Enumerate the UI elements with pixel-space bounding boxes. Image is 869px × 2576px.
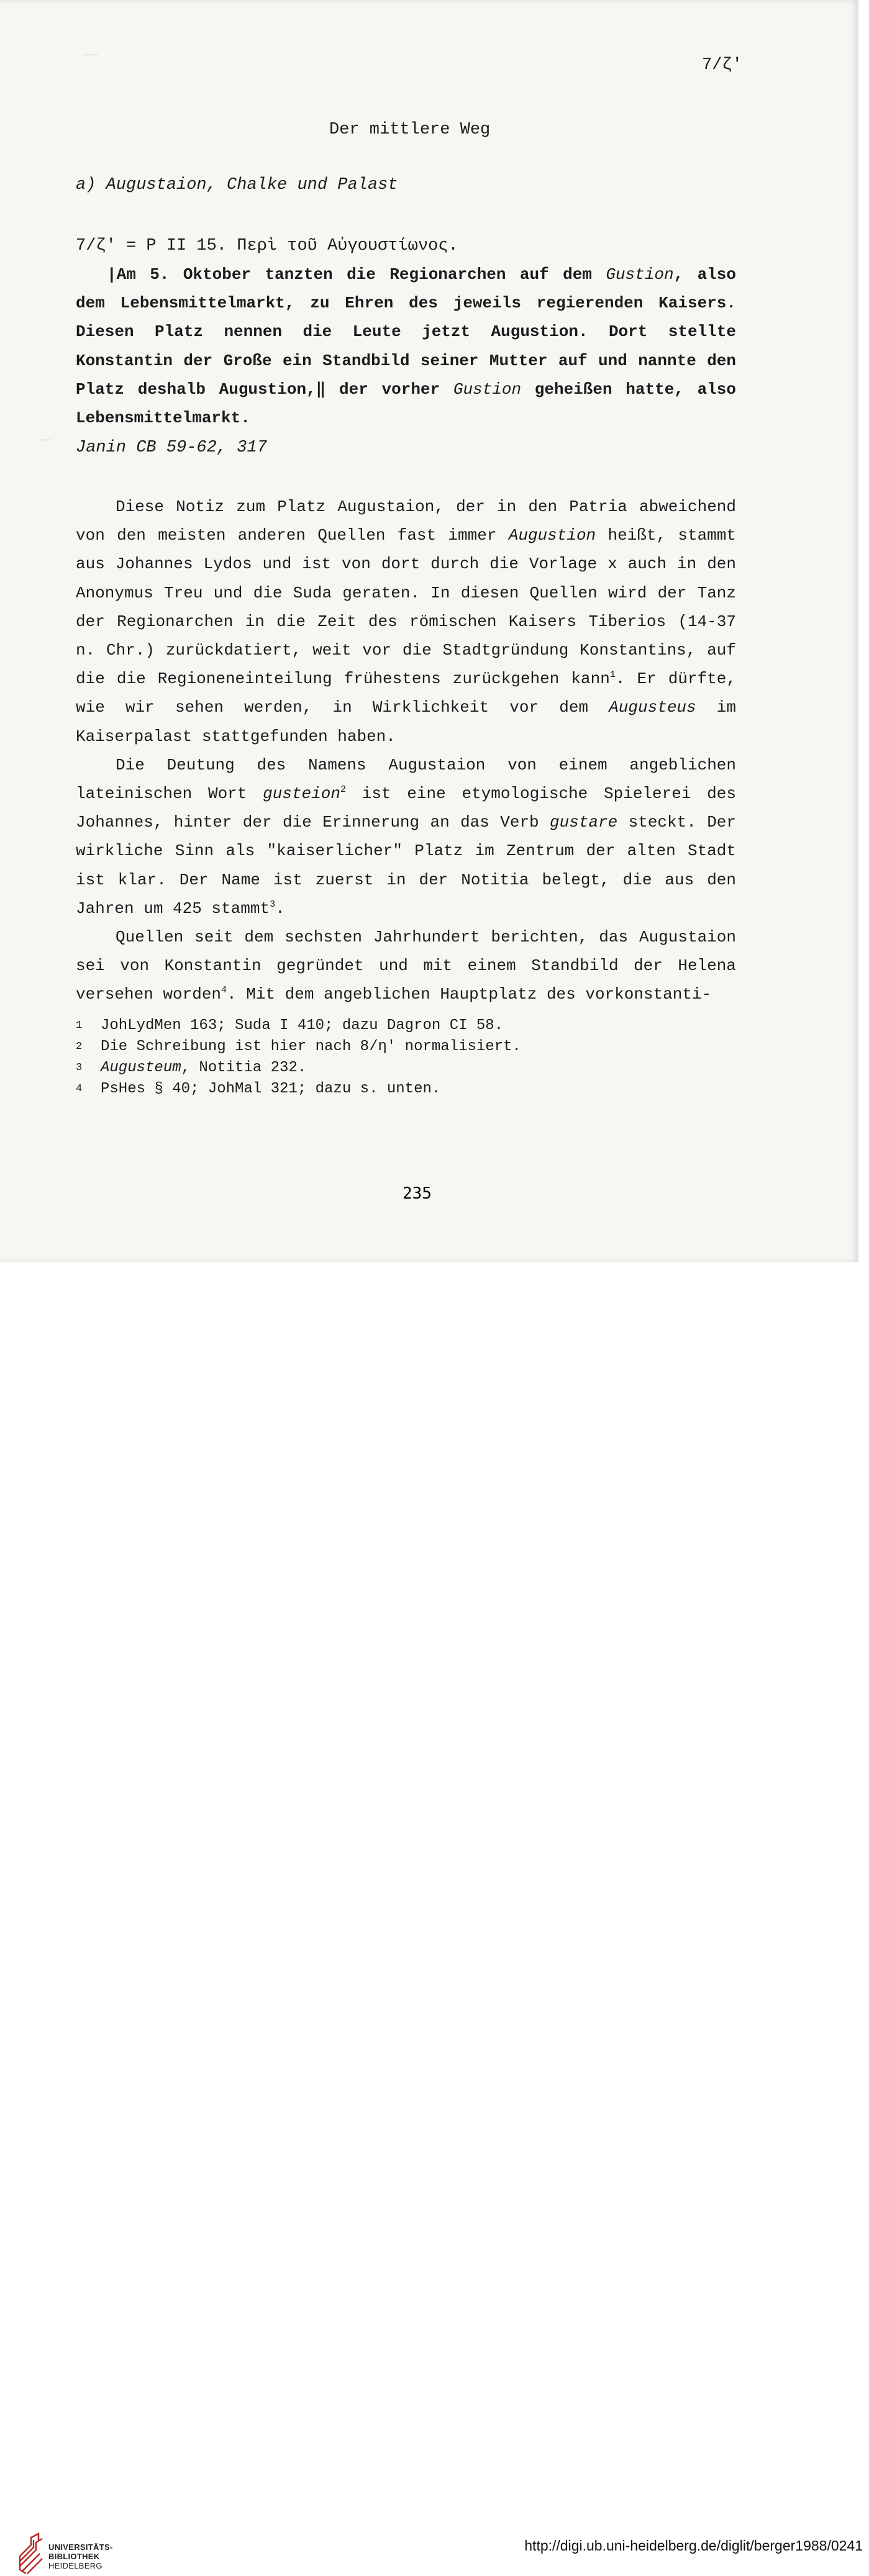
mid-marker: ‖	[316, 379, 326, 399]
page-number: 235	[403, 1184, 432, 1203]
library-name: UNIVERSITÄTS- BIBLIOTHEK HEIDELBERG	[48, 2542, 113, 2570]
commentary	[76, 492, 736, 1009]
library-logo-icon	[17, 2531, 45, 2576]
footnote: 2 Die Schreibung ist hier nach 8/η' normalisiert.	[76, 1038, 521, 1055]
footnote-ref: 3	[270, 899, 276, 910]
footnotes	[76, 1015, 521, 1100]
page-marker: 7/ζ'	[702, 56, 742, 75]
footnote-ref: 2	[340, 784, 346, 796]
footnote: 3 Augusteum, Notitia 232.	[76, 1059, 307, 1076]
footnote: 1 JohLydMen 163; Suda I 410; dazu Dagron CI 58.	[76, 1017, 504, 1034]
page-title: Der mittlere Weg	[329, 120, 491, 139]
citation: Janin CB 59-62, 317	[76, 438, 267, 457]
section-heading: a) Augustaion, Chalke und Palast	[76, 176, 398, 194]
source-reference: 7/ζ' = P II 15. Περὶ τοῦ Αὐγουστίωνος.	[76, 237, 458, 255]
commentary-paragraph: Die Deutung des Namens Augustaion von einem angeblichen lateinischen Wort gusteion$^2$ ist eine etymologische Spielerei des Johannes, hinter der die Erinnerung an das Verb gustare steckt. Der wirkliche Sinn als "kaiserlicher" Platz im Zentrum der alten Stadt ist klar. Der Name ist zuerst in der Notitia belegt, die aus den Jahren um 425 stammt$^3$.	[76, 755, 737, 918]
footer	[0, 1262, 869, 2570]
translation-paragraph: |Am 5. Oktober tanzten die Regionarchen auf dem Gustion, also dem Lebensmittelmarkt, zu Ehren des jeweils regierenden Kaisers. Diesen Platz nennen die Leute jetzt Augustion. Dort stellte Konstantin der Große ein Standbild seiner Mutter auf und nannte den Platz deshalb Augustion,‖ der vorher Gustion geheißen hatte, also Lebensmittelmarkt.	[76, 265, 737, 428]
footnote: 4 PsHes § 40; JohMal 321; dazu s. unten.	[76, 1081, 441, 1097]
commentary-paragraph: Diese Notiz zum Platz Augustaion, der in den Patria abweichend von den meisten anderen Quellen fast immer Augustion heißt, stammt aus Johannes Lydos und ist von dort durch die Vorlage x auch in den Anonymus Treu und die Suda geraten. In diesen Quellen wird der Tanz der Regionarchen in die Zeit des römischen Kaisers Tiberios (14-37 n. Chr.) zurückdatiert, weit vor die Stadtgründung Konstantins, auf die die Regioneneinteilung frühestens zurückgehen kann$^1$. Er dürfte, wie wir sehen werden, in Wirklichkeit vor dem Augusteus im Kaiserpalast stattgefunden haben.	[76, 497, 737, 746]
source-url-link[interactable]: http://digi.ub.uni-heidelberg.de/diglit/berger1988/0241	[524, 2537, 863, 2554]
commentary-paragraph: Quellen seit dem sechsten Jahrhundert berichten, das Augustaion sei von Konstantin gegründet und mit einem Standbild der Helena versehen worden$^4$. Mit dem angeblichen Hauptplatz des vorkonstanti-	[76, 928, 736, 1004]
scanned-page	[0, 0, 858, 1262]
lead-marker: |	[107, 265, 117, 284]
footnote-ref: 1	[609, 669, 616, 681]
footnote-ref: 4	[221, 985, 227, 996]
